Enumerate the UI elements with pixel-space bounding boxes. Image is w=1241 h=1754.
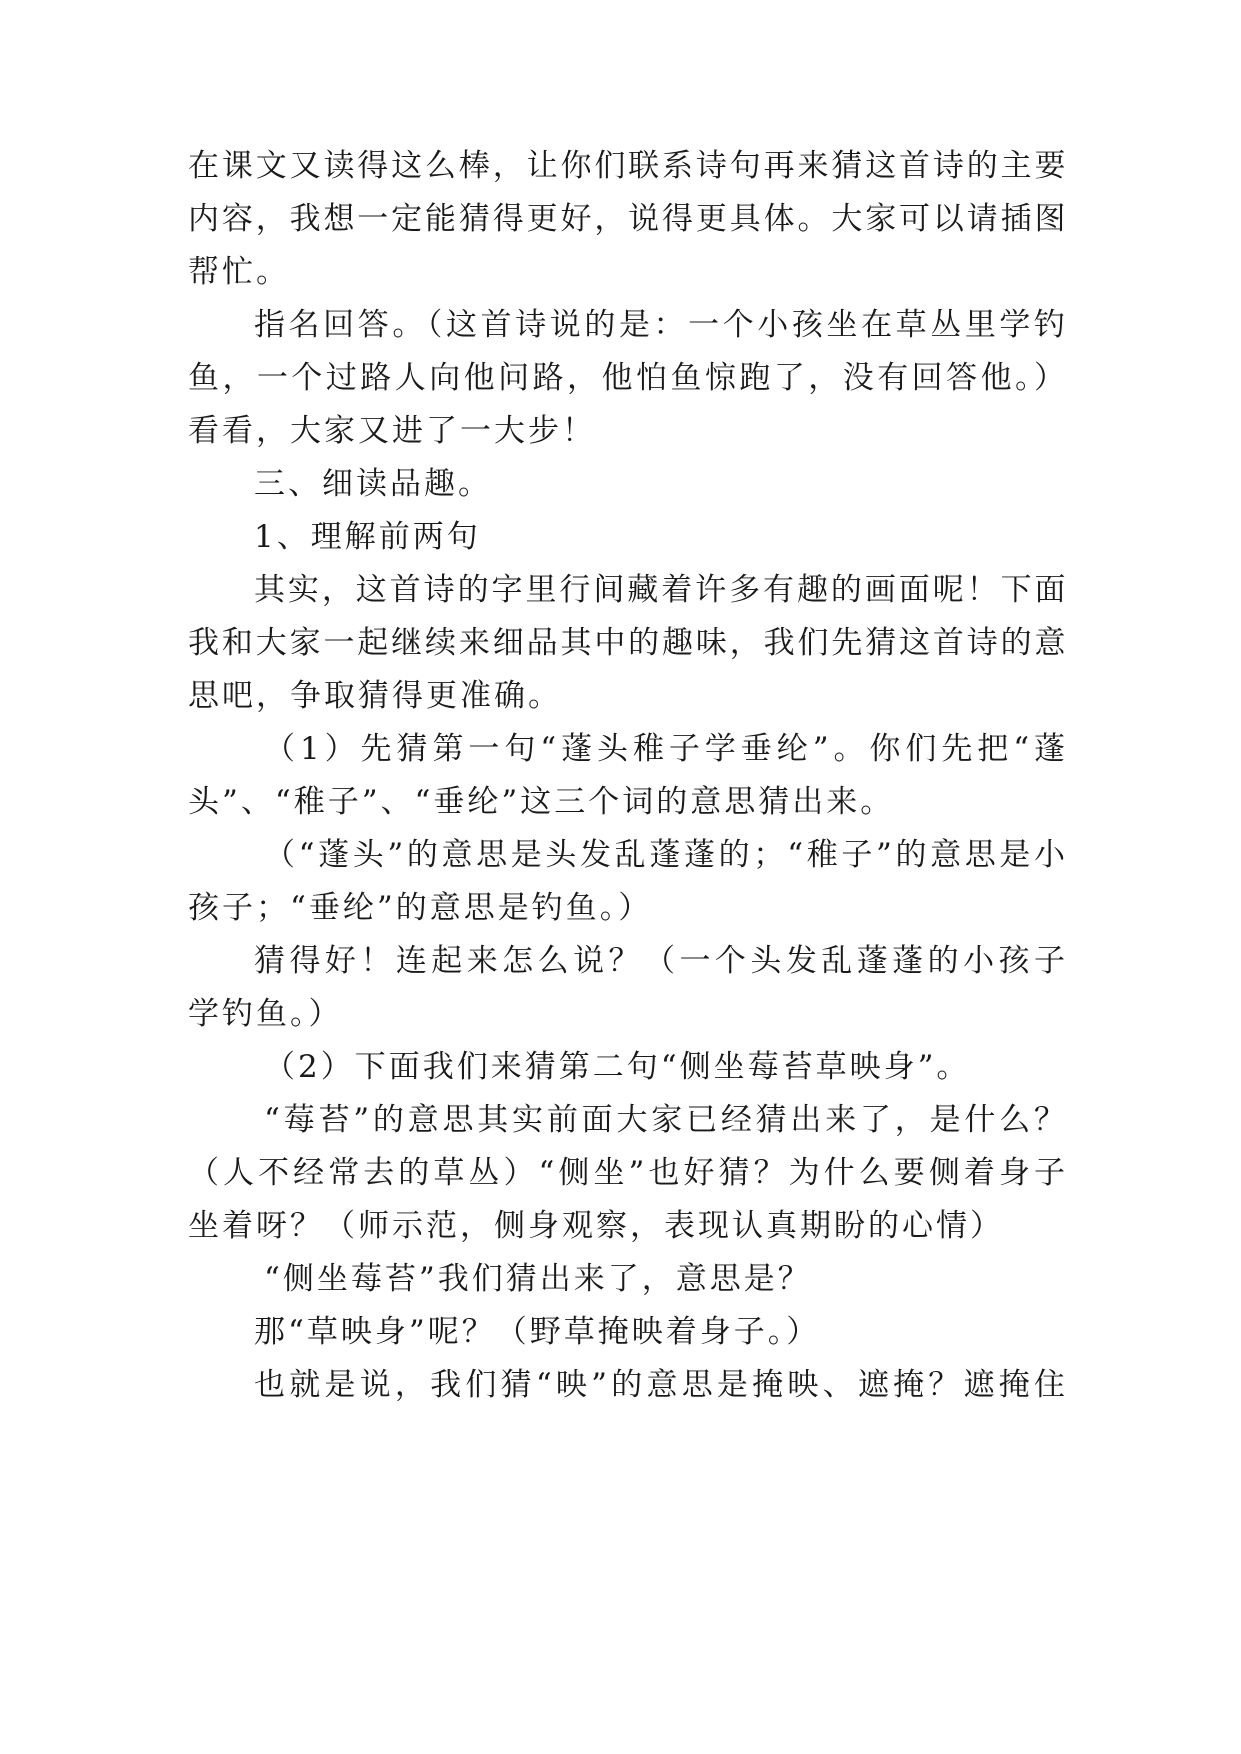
text-line: 鱼，一个过路人向他问路，他怕鱼惊跑了，没有回答他。） [188,360,1068,396]
text-line: 也就是说，我们猜“映”的意思是掩映、遮掩？遮掩住 [254,1367,1068,1403]
text-line: 那“草映身”呢？（野草掩映着身子。） [254,1314,821,1350]
text-line: 在课文又读得这么棒，让你们联系诗句再来猜这首诗的主要 [188,148,1068,184]
text-line: 其实，这首诗的字里行间藏着许多有趣的画面呢！下面 [254,572,1068,608]
text-line: 孩子；“垂纶”的意思是钓鱼。） [188,890,653,926]
text-line: 学钓鱼。） [188,996,343,1032]
text-line: 内容，我想一定能猜得更好，说得更具体。大家可以请插图 [188,201,1068,237]
text-line: （人不经常去的草丛）“侧坐”也好猜？为什么要侧着身子 [188,1155,1068,1191]
subsection-heading: 1、理解前两句 [254,519,481,555]
text-line: 帮忙。 [188,254,290,290]
text-line: （1）先猜第一句“蓬头稚子学垂纶”。你们先把“蓬 [264,731,1068,767]
text-line: 坐着呀？（师示范，侧身观察，表现认真期盼的心情） [188,1208,1004,1244]
section-heading: 三、细读品趣。 [254,466,492,502]
text-line: 思吧，争取猜得更准确。 [188,678,562,714]
text-line: （“蓬头”的意思是头发乱蓬蓬的；“稚子”的意思是小 [264,837,1068,873]
text-line: 我和大家一起继续来细品其中的趣味，我们先猜这首诗的意 [188,625,1068,661]
text-line: 猜得好！连起来怎么说？（一个头发乱蓬蓬的小孩子 [254,943,1068,979]
text-line: “莓苔”的意思其实前面大家已经猜出来了，是什么？ [264,1102,1068,1138]
text-line: 指名回答。（这首诗说的是：一个小孩坐在草丛里学钓 [254,307,1068,343]
text-line: （2）下面我们来猜第二句“侧坐莓苔草映身”。 [264,1049,971,1085]
text-line: 看看，大家又进了一大步！ [188,413,596,449]
text-line: “侧坐莓苔”我们猜出来了，意思是？ [264,1261,812,1297]
text-line: 头”、“稚子”、“垂纶”这三个词的意思猜出来。 [188,784,895,820]
